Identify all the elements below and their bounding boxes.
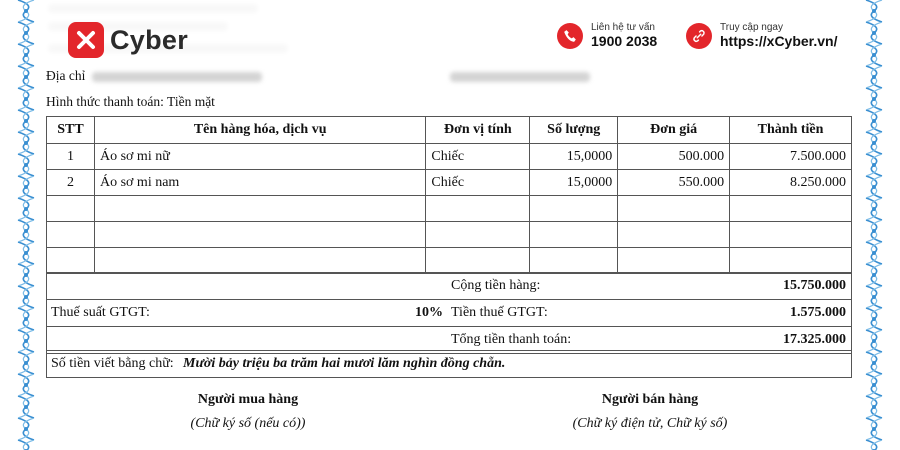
buyer-note: (Chữ ký số (nếu có)) (190, 416, 306, 431)
cell-amount: 8.250.000 (730, 170, 852, 196)
table-header-row (47, 117, 852, 144)
cell-unit: Chiếc (426, 144, 530, 170)
col-header-stt: STT (47, 117, 95, 144)
amount-in-words-row (46, 350, 852, 378)
vat-rate-label: Thuế suất GTGT: (51, 305, 150, 320)
empty-row (47, 248, 852, 274)
invoice-summary (46, 272, 852, 354)
empty-row (47, 196, 852, 222)
empty-row (47, 222, 852, 248)
brand-name: Cyber (110, 24, 189, 55)
hotline-label: Liên hệ tư vấn (591, 22, 655, 33)
cyber-logo-icon (68, 22, 104, 58)
col-header-name: Tên hàng hóa, dịch vụ (94, 117, 425, 144)
table-row (47, 144, 852, 170)
cell-name: Áo sơ mi nữ (94, 144, 425, 170)
subtotal-value: 15.750.000 (783, 278, 846, 293)
cell-stt: 2 (47, 170, 95, 196)
cell-qty: 15,0000 (530, 144, 618, 170)
amount-in-words-label: Số tiền viết bằng chữ: (51, 356, 174, 371)
vat-row (47, 299, 851, 326)
hotline-contact[interactable] (557, 22, 657, 49)
amount-in-words-value: Mười bảy triệu ba trăm hai mươi lăm nghìn đồng chẵn. (183, 356, 506, 371)
vat-amount-value: 1.575.000 (790, 305, 846, 320)
decorative-border-right (862, 0, 886, 450)
website-contact[interactable] (686, 22, 837, 49)
hotline-number: 1900 2038 (591, 33, 658, 49)
total-row (47, 326, 851, 353)
col-header-amount: Thành tiền (730, 117, 852, 144)
col-header-qty: Số lượng (530, 117, 618, 144)
payment-method: Hình thức thanh toán: Tiền mặt (46, 94, 215, 109)
vat-rate-value: 10% (415, 305, 443, 320)
vat-amount-label: Tiền thuế GTGT: (451, 305, 548, 320)
address-label: Địa chỉ (46, 68, 86, 83)
website-label: Truy cập ngay (720, 22, 783, 33)
buyer-signature-block (148, 392, 348, 432)
cell-unit: Chiếc (426, 170, 530, 196)
cell-amount: 7.500.000 (730, 144, 852, 170)
blurred-address (92, 72, 262, 82)
link-icon (686, 23, 712, 49)
total-label: Tổng tiền thanh toán: (451, 332, 572, 347)
cell-price: 550.000 (618, 170, 730, 196)
seller-title: Người bán hàng (601, 392, 699, 407)
blurred-address-extra (450, 72, 590, 82)
subtotal-label: Cộng tiền hàng: (451, 278, 541, 293)
phone-icon (557, 23, 583, 49)
table-row (47, 170, 852, 196)
invoice-items-table (46, 116, 852, 274)
cell-qty: 15,0000 (530, 170, 618, 196)
seller-note: (Chữ ký điện tử, Chữ ký số) (572, 416, 728, 431)
brand-logo (68, 22, 188, 58)
subtotal-row (47, 272, 851, 299)
cell-stt: 1 (47, 144, 95, 170)
buyer-title: Người mua hàng (197, 392, 299, 407)
website-url: https://xCyber.vn/ (720, 33, 838, 49)
cell-name: Áo sơ mi nam (94, 170, 425, 196)
total-value: 17.325.000 (783, 332, 846, 347)
decorative-border-left (14, 0, 38, 450)
cell-price: 500.000 (618, 144, 730, 170)
col-header-unit: Đơn vị tính (426, 117, 530, 144)
col-header-price: Đơn giá (618, 117, 730, 144)
seller-signature-block (540, 392, 760, 432)
